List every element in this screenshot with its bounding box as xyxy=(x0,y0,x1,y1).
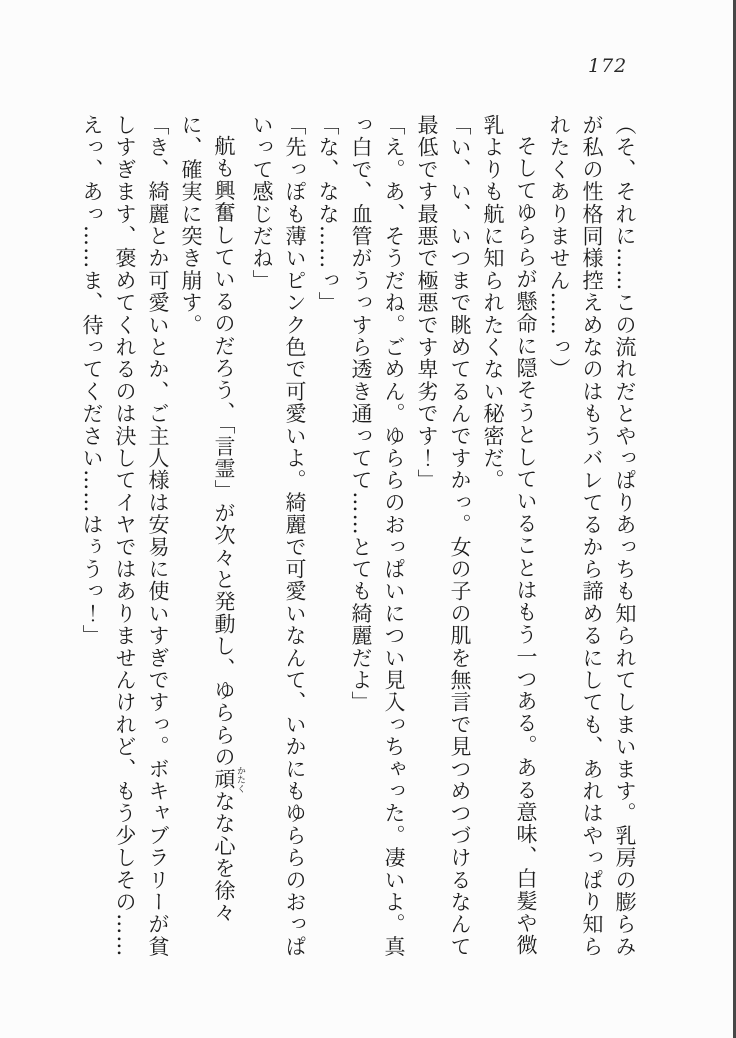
paragraph: 「い、い、いつまで眺めてるんですかっ。女の子の肌を無言で見つめつづけるなんて最低です最悪で極悪です卑劣です！」 xyxy=(415,114,472,958)
paragraph: 「先っぽも薄いピンク色で可愛いよ。綺麗で可愛いなんて、いかにもゆららのおっぱいって感じだね」 xyxy=(250,114,307,958)
page-number: 172 xyxy=(588,55,628,77)
body-text xyxy=(79,114,641,960)
ruby-annotated-text: 頑 かたく xyxy=(212,765,245,793)
paragraph: 航も興奮しているのだろう、「言霊」が次々と発動し、ゆららの頑 かたくなな心を徐々に、確実に突き崩す。 xyxy=(179,114,245,924)
paragraph: 「き、綺麗とか可愛いとか、ご主人様は安易に使いすぎですっ。ボキャブラリーが貧しすぎます、褒めてくれるのは決してイヤではありませんけれど、もう少しその……えっ、あっ……ま、待ってください……はぅうっ！」 xyxy=(80,114,170,958)
paragraph: 「な、なな……っ」 xyxy=(316,114,340,314)
paragraph: （そ、それに……この流れだとやっぱりあっちも知られてしまいます。乳房の膨らみが私の性格同様控えめなのはもうバレてるから諦めるにしても、あれはやっぱり知られたくありません……っ） xyxy=(547,114,637,958)
paragraph: 「え。あ、そうだね。ごめん。ゆららのおっぱいについ見入っちゃった。凄いよ。真っ白で、血管がうっすら透き通ってて……とても綺麗だよ」 xyxy=(349,114,406,958)
paragraph: そしてゆららが懸命に隠そうとしていることはもう一つある。ある意味、白髪や微乳よりも航に知られたくない秘密だ。 xyxy=(481,114,538,957)
